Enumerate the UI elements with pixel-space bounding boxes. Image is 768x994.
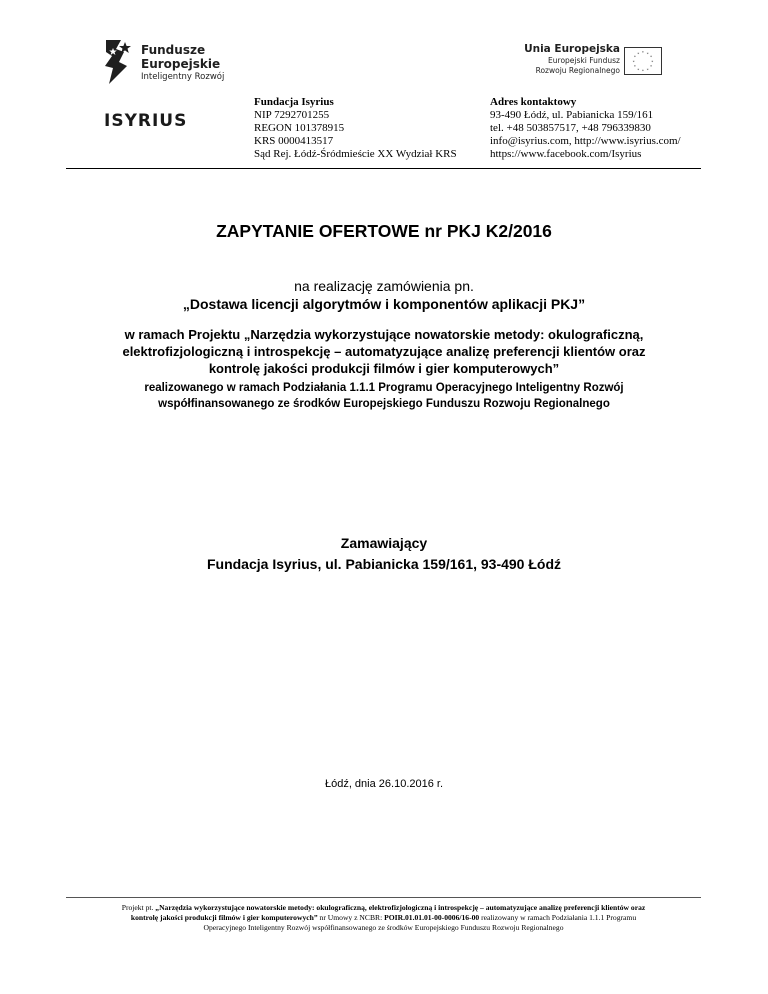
svg-text:*: * — [642, 69, 644, 74]
fundusze-europejskie-logo — [103, 40, 243, 86]
svg-text:*: * — [651, 59, 654, 64]
contact-phone: tel. +48 503857517, +48 796339830 — [490, 122, 651, 134]
svg-text:*: * — [646, 51, 649, 56]
ue-logo-line2: Europejski Fundusz — [548, 56, 620, 65]
header-divider — [66, 168, 701, 169]
foundation-krs: KRS 0000413517 — [254, 135, 334, 147]
fe-logo-line3: Inteligentny Rozwój — [141, 72, 225, 82]
svg-text:*: * — [637, 51, 640, 56]
footer — [66, 903, 701, 933]
unia-europejska-logo — [512, 43, 662, 83]
eu-flag-icon — [624, 47, 662, 75]
program-line-2: współfinansowanego ze środków Europejskiego Funduszu Rozwoju Regionalnego — [158, 398, 610, 410]
document-title: ZAPYTANIE OFERTOWE nr PKJ K2/2016 — [216, 221, 552, 241]
svg-text:*: * — [650, 55, 653, 60]
fe-logo-line1: Fundusze — [141, 43, 206, 57]
contact-email-web[interactable]: info@isyrius.com, http://www.isyrius.com/ — [490, 135, 681, 147]
footer-line-1 — [66, 903, 701, 913]
contact-facebook-link[interactable]: https://www.facebook.com/Isyrius — [490, 148, 642, 160]
contact-heading: Adres kontaktowy — [490, 96, 577, 108]
footer-contract-number: POIR.01.01.01-00-0006/16-00 — [384, 913, 480, 922]
contracting-authority-value: Fundacja Isyrius, ul. Pabianicka 159/161, 93-490 Łódź — [206, 556, 562, 572]
svg-text:*: * — [633, 55, 636, 60]
fe-logo-line2: Europejskie — [141, 57, 221, 71]
program-description — [40, 380, 728, 412]
svg-text:*: * — [632, 59, 635, 64]
project-line-1: w ramach Projektu „Narzędzia wykorzystujące nowatorskie metody: okulograficzną, — [124, 327, 644, 342]
contact-info — [490, 96, 681, 161]
foundation-nip: NIP 7292701255 — [254, 109, 330, 121]
footer-line-3: Operacyjnego Inteligentny Rozwój współfinansowanego ze środków Europejskiego Funduszu Rozwoju Regionalnego — [203, 923, 564, 932]
foundation-info — [254, 96, 457, 161]
program-line-1: realizowanego w ramach Podziałania 1.1.1 Programu Operacyjnego Inteligentny Rozwój — [144, 382, 624, 394]
project-line-3: kontrolę jakości produkcji filmów i gier komputerowych” — [208, 361, 560, 376]
footer-program-text: realizowany w ramach Podziałania 1.1.1 Programu — [479, 913, 637, 922]
svg-text:*: * — [650, 64, 653, 69]
footer-project-title-cont: kontrolę jakości produkcji filmów i gier komputerowych” — [130, 913, 318, 922]
contact-address: 93-490 Łódź, ul. Pabianicka 159/161 — [490, 109, 654, 121]
foundation-name: Fundacja Isyrius — [254, 96, 334, 108]
ue-logo-line3: Rozwoju Regionalnego — [535, 66, 620, 75]
svg-text:*: * — [633, 64, 636, 69]
foundation-regon: REGON 101378915 — [254, 122, 345, 134]
foundation-court: Sąd Rej. Łódź-Śródmieście XX Wydział KRS — [254, 148, 457, 160]
footer-divider — [66, 897, 701, 898]
svg-text:*: * — [642, 50, 644, 55]
isyrius-brand-logo: ISYRIUS — [104, 111, 188, 131]
footer-contract-label: nr Umowy z NCBR: — [317, 913, 385, 922]
svg-text:*: * — [646, 67, 649, 72]
project-line-2: elektrofizjologiczną i introspekcję – automatyzujące analizę preferencji klientów oraz — [122, 344, 646, 359]
order-name: „Dostawa licencji algorytmów i komponentów aplikacji PKJ” — [182, 296, 586, 312]
document-subtitle: na realizację zamówienia pn. — [294, 278, 474, 294]
project-description — [40, 326, 728, 377]
ue-logo-line1: Unia Europejska — [524, 43, 620, 55]
footer-line-2 — [66, 913, 701, 923]
document-date: Łódź, dnia 26.10.2016 r. — [324, 778, 444, 790]
contracting-authority-label: Zamawiający — [340, 535, 428, 551]
svg-text:*: * — [637, 67, 640, 72]
footer-project-title: „Narzędzia wykorzystujące nowatorskie metody: okulograficzną, elektrofizjologiczną i introspekcję – automatyzujące analizę preferencji klientów oraz — [155, 903, 646, 912]
fundusze-europejskie-star-icon — [103, 40, 133, 84]
footer-prefix: Projekt pt. — [121, 903, 156, 912]
